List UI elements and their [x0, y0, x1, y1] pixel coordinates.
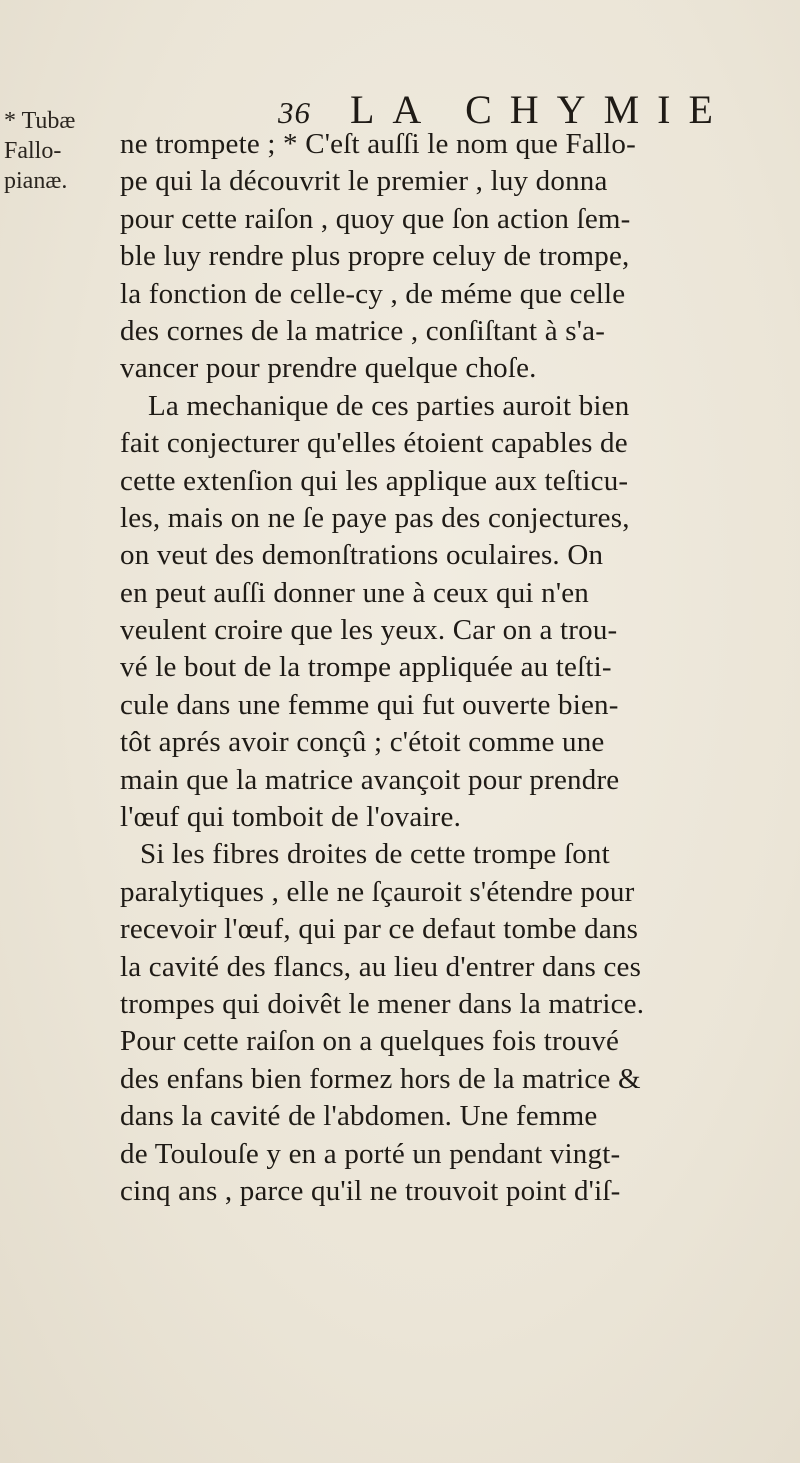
text-line: cette extenſion qui les applique aux teſticu-	[120, 464, 629, 497]
text-line: paralytiques , elle ne ſçauroit s'étendre pour	[120, 875, 635, 908]
text-line: veulent croire que les yeux. Car on a trou-	[120, 614, 618, 647]
text-line: cinq ans , parce qu'il ne trouvoit point d'iſ-	[120, 1174, 621, 1207]
text-line: Si les fibres droites de cette trompe ſont	[140, 838, 610, 871]
text-line: trompes qui doivêt le mener dans la matrice.	[120, 987, 645, 1020]
margin-note	[4, 106, 84, 196]
margin-note-line: * Tubæ	[4, 108, 76, 134]
text-line: fait conjecturer qu'elles étoient capables de	[120, 427, 628, 460]
text-line: Pour cette raiſon on a quelques fois trouvé	[120, 1025, 620, 1058]
text-line: de Toulouſe y en a porté un pendant vingt-	[120, 1137, 621, 1170]
text-line: main que la matrice avançoit pour prendre	[120, 763, 620, 796]
text-line: pour cette raiſon , quoy que ſon action ſem-	[120, 202, 631, 235]
text-line: recevoir l'œuf, qui par ce defaut tombe dans	[120, 913, 639, 946]
body-text	[120, 126, 792, 1210]
text-line: on veut des demonſtrations oculaires. On	[120, 539, 604, 572]
text-line: la cavité des flancs, au lieu d'entrer dans ces	[120, 950, 642, 983]
text-line: en peut auſſi donner une à ceux qui n'en	[120, 576, 590, 609]
text-line: ne trompete ; * C'eſt auſſi le nom que Fallo-	[120, 128, 636, 160]
margin-note-line: Fallo-	[4, 138, 62, 164]
text-line: La mechanique de ces parties auroit bien	[148, 389, 630, 422]
page-header	[278, 86, 731, 132]
text-line: pe qui la découvrit le premier , luy donna	[120, 165, 608, 198]
text-line: vancer pour prendre quelque choſe.	[120, 352, 537, 385]
page-number: 36	[278, 95, 311, 130]
text-line: des enfans bien formez hors de la matrice &	[120, 1062, 641, 1095]
running-title: LA CHYMIE	[350, 87, 731, 132]
text-line: la fonction de celle-cy , de méme que celle	[120, 277, 626, 310]
text-line: tôt aprés avoir conçû ; c'étoit comme une	[120, 726, 605, 759]
text-line: vé le bout de la trompe appliquée au teſti-	[120, 651, 612, 684]
text-line: ble luy rendre plus propre celuy de trompe,	[120, 240, 630, 273]
text-line: les, mais on ne ſe paye pas des conjectures,	[120, 501, 630, 534]
text-line: des cornes de la matrice , conſiſtant à s'a-	[120, 314, 606, 347]
text-line: dans la cavité de l'abdomen. Une femme	[120, 1100, 598, 1133]
margin-note-line: pianæ.	[4, 168, 68, 194]
text-line: cule dans une femme qui fut ouverte bien-	[120, 688, 619, 721]
text-line: l'œuf qui tomboit de l'ovaire.	[120, 801, 462, 834]
